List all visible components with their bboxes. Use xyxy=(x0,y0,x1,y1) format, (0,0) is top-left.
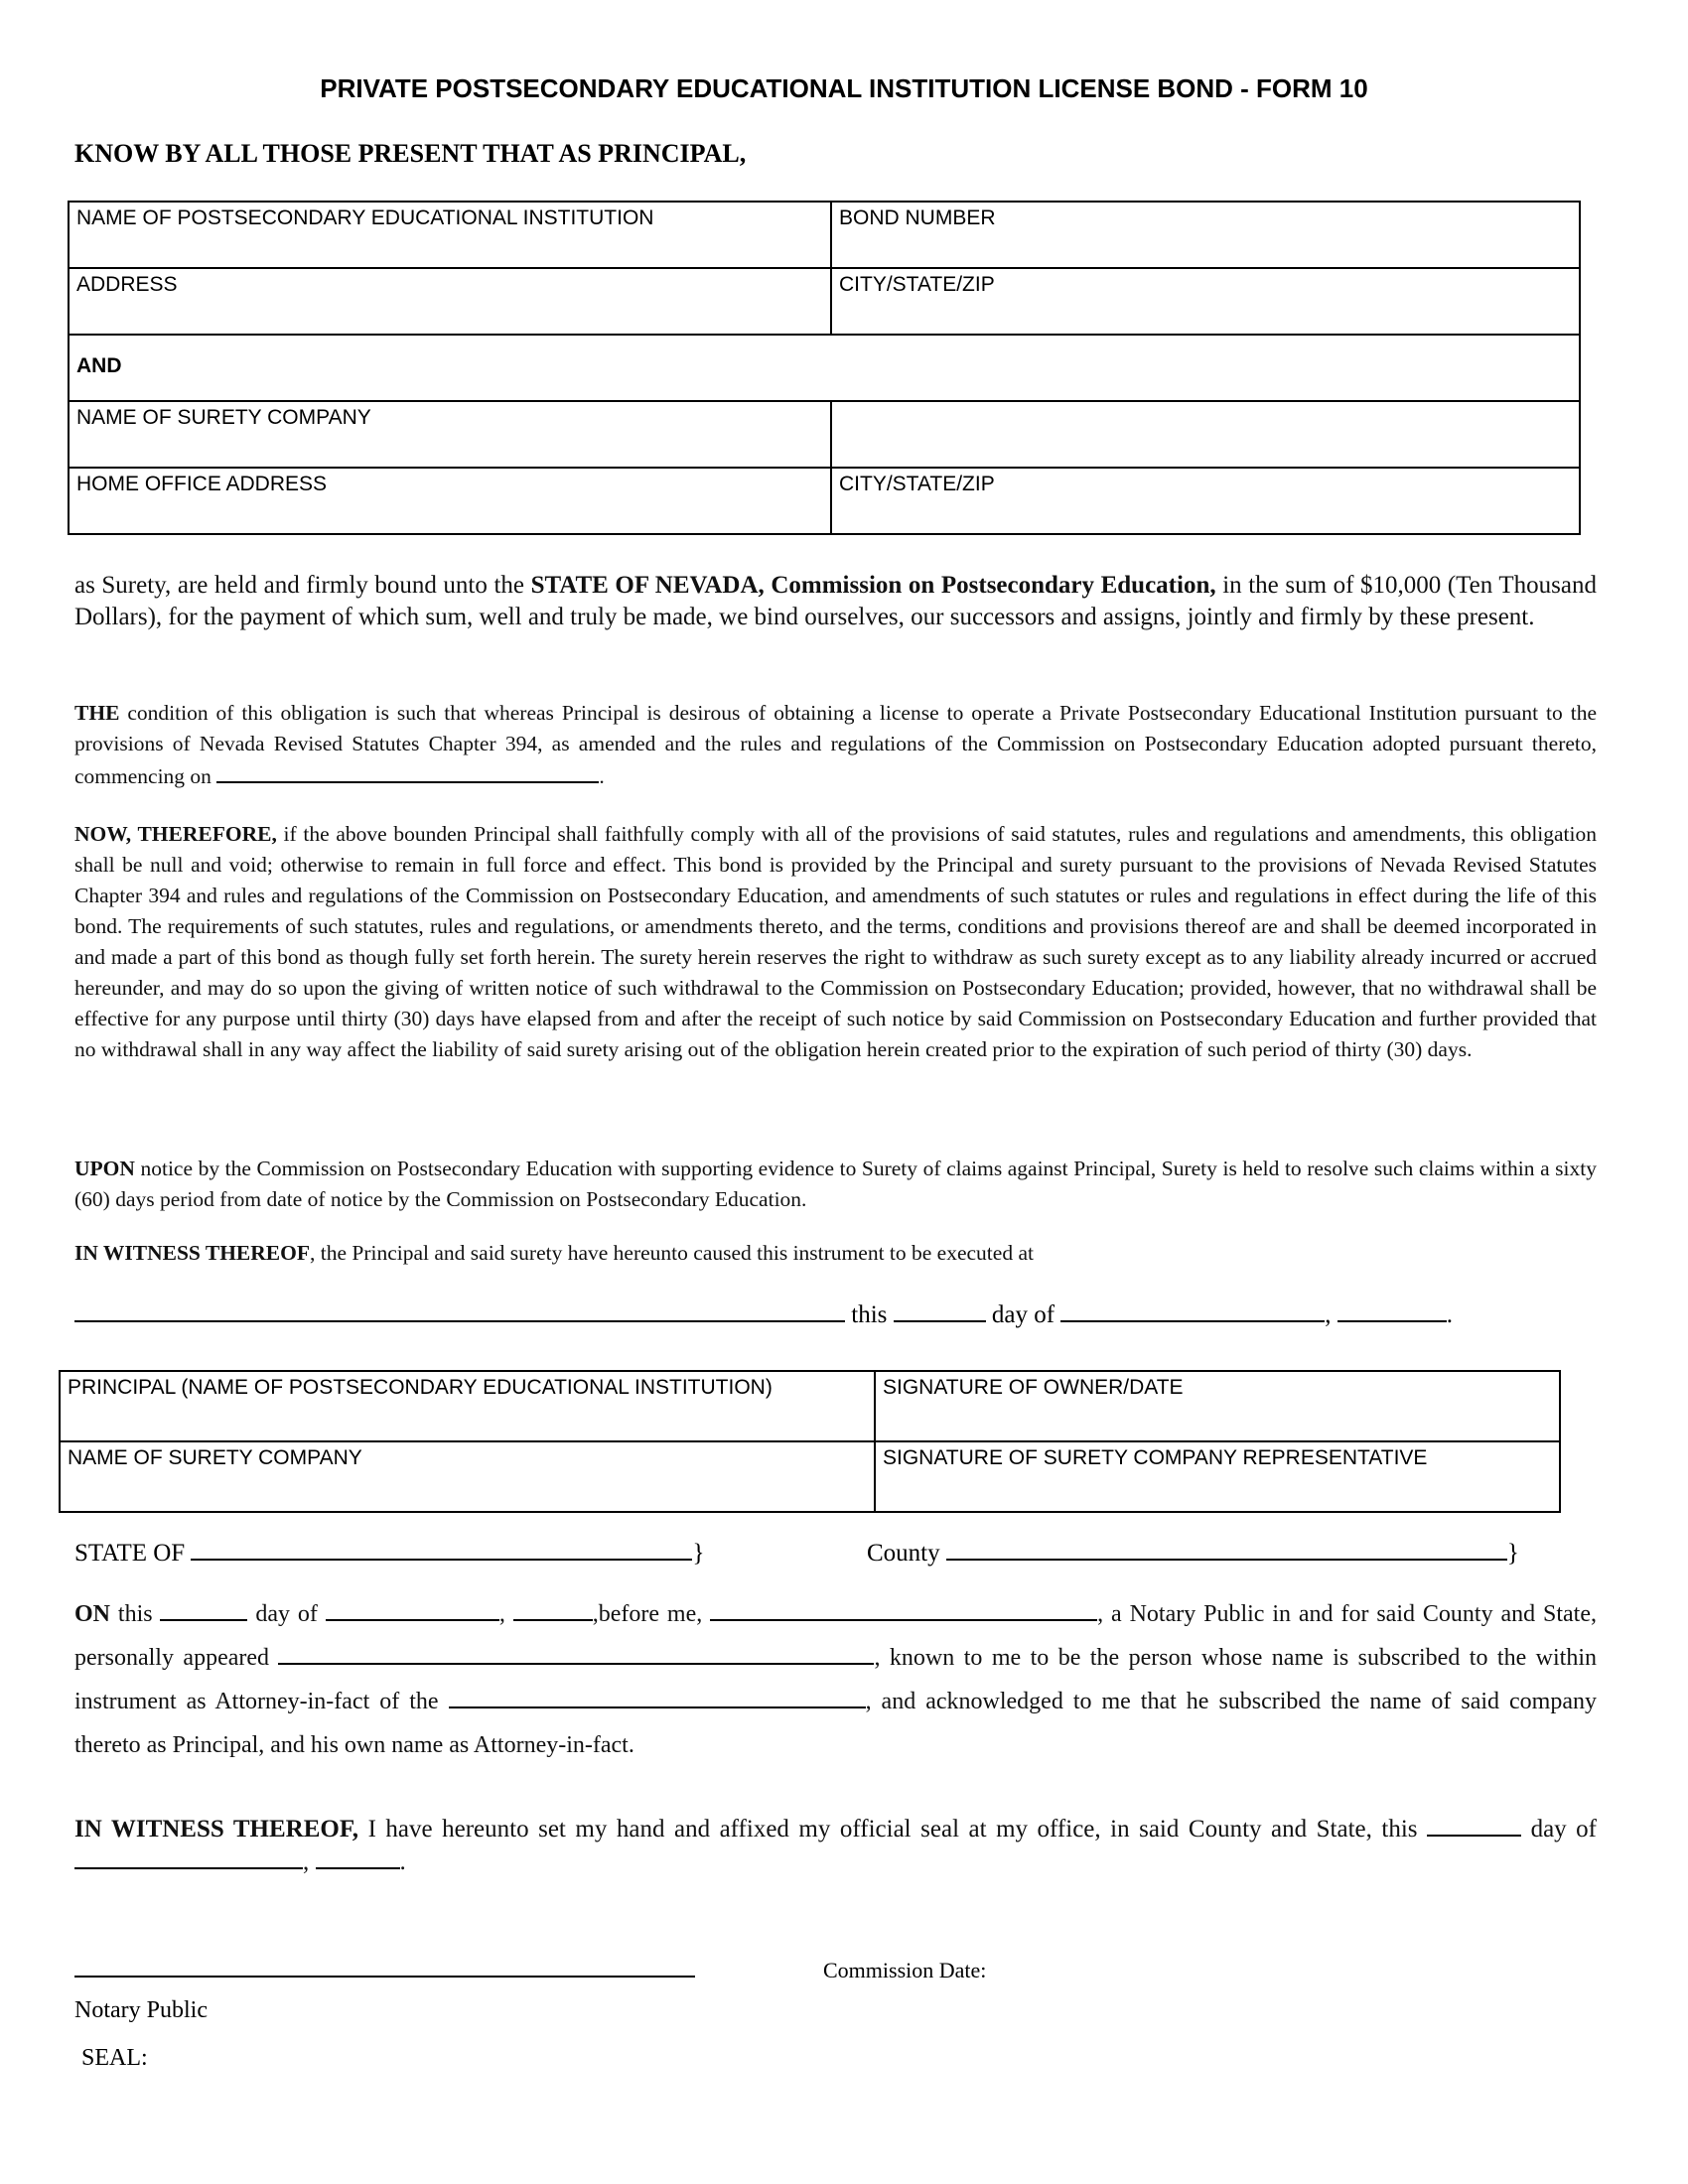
surety-text-1: as Surety, are held and firmly bound unto the xyxy=(74,572,531,599)
surety-extra-field[interactable] xyxy=(831,401,1580,468)
seal-label: SEAL: xyxy=(81,2045,148,2071)
home-office-address-field[interactable] xyxy=(69,468,831,534)
appeared-person-blank[interactable] xyxy=(278,1641,874,1665)
notary-public-for-text: , a Notary Public in and for said County and State, personally appeared xyxy=(74,1601,1597,1671)
principal-heading: KNOW BY ALL THOSE PRESENT THAT AS PRINCIPAL, xyxy=(74,139,747,168)
and-row xyxy=(69,335,1580,401)
notary-name-blank[interactable] xyxy=(710,1597,1097,1621)
bond-number-label: BOND NUMBER xyxy=(839,206,996,229)
notary-before-me-label: ,before me, xyxy=(592,1601,711,1627)
upon-text: notice by the Commission on Postsecondary Education with supporting evidence to Surety of claims against Principal, Surety is held to resolve such claims within a sixty (60) days period from date of notice by the Commission on Postsecondary Education. xyxy=(74,1157,1597,1211)
surety-signature-label: SIGNATURE OF SURETY COMPANY REPRESENTATIVE xyxy=(883,1446,1428,1469)
execution-month-blank[interactable] xyxy=(1060,1298,1325,1322)
bond-number-field[interactable] xyxy=(831,202,1580,268)
home-office-address-label: HOME OFFICE ADDRESS xyxy=(76,473,328,495)
owner-signature-label: SIGNATURE OF OWNER/DATE xyxy=(883,1376,1184,1399)
seal-lead: IN WITNESS THEREOF, xyxy=(74,1816,359,1843)
principal-name-label: PRINCIPAL (NAME OF POSTSECONDARY EDUCATIONAL INSTITUTION) xyxy=(68,1376,773,1399)
county-line xyxy=(867,1537,1519,1568)
execution-place-blank[interactable] xyxy=(74,1298,845,1322)
notary-day-of-label: day of xyxy=(247,1601,326,1627)
surety-paragraph xyxy=(74,570,1597,633)
signature-surety-name-label: NAME OF SURETY COMPANY xyxy=(68,1446,362,1469)
city-state-zip-field[interactable] xyxy=(831,268,1580,335)
seal-year-blank[interactable] xyxy=(316,1845,400,1869)
witness-paragraph xyxy=(74,1238,1597,1269)
county-blank[interactable] xyxy=(946,1537,1507,1561)
address-label: ADDRESS xyxy=(76,273,178,296)
home-city-state-zip-label: CITY/STATE/ZIP xyxy=(839,473,995,495)
state-of-label: STATE OF xyxy=(74,1540,186,1567)
seal-paragraph: IN WITNESS THEREOF, I have hereunto set my hand and affixed my official seal at my office, in said County and State, this day of , . xyxy=(74,1813,1597,1878)
notary-year-blank[interactable] xyxy=(513,1597,593,1621)
condition-lead: THE xyxy=(74,701,120,725)
upon-paragraph xyxy=(74,1154,1597,1215)
form-title: PRIVATE POSTSECONDARY EDUCATIONAL INSTITUTION LICENSE BOND - FORM 10 xyxy=(320,73,1368,103)
upon-lead: UPON xyxy=(74,1157,135,1180)
commission-date-label: Commission Date: xyxy=(823,1958,987,1982)
signature-surety-name-field[interactable] xyxy=(60,1441,875,1512)
acknowledged-text: , and acknowledged to me that he subscribed the name of said company thereto as Principal, and his own name as Attorney-in-fact. xyxy=(74,1689,1597,1758)
surety-signature-field[interactable] xyxy=(875,1441,1560,1512)
witness-text: , the Principal and said surety have hereunto caused this instrument to be executed at xyxy=(309,1241,1034,1265)
institution-name-field[interactable] xyxy=(69,202,831,268)
address-field[interactable] xyxy=(69,268,831,335)
surety-text-bold: STATE OF NEVADA, Commission on Postsecondary Education, xyxy=(530,572,1216,599)
seal-text: I have hereunto set my hand and affixed my official seal at my office, in said County and State, this xyxy=(358,1816,1428,1843)
county-label: County xyxy=(867,1540,940,1567)
signature-table xyxy=(59,1370,1561,1513)
home-city-state-zip-field[interactable] xyxy=(831,468,1580,534)
execution-line: this day of , . xyxy=(74,1298,1453,1329)
now-therefore-paragraph xyxy=(74,819,1597,1065)
state-blank[interactable] xyxy=(191,1537,692,1561)
notary-paragraph: ON this day of , ,before me, , a Notary Public in and for said County and State, personally appeared , known to me to be the person whose name is subscribed to the within instrument as Attorney-in-fact of the , and acknowledged to me that he subscribed the name of said company thereto as Principal, and his own name as Attorney-in-fact. xyxy=(74,1592,1597,1767)
notary-lead: ON xyxy=(74,1601,110,1627)
execution-year-blank[interactable] xyxy=(1337,1298,1447,1322)
notary-this-label: this xyxy=(110,1601,161,1627)
surety-company-field[interactable] xyxy=(69,401,831,468)
county-brace: } xyxy=(1506,1540,1519,1567)
principal-surety-table xyxy=(68,201,1581,535)
surety-company-label: NAME OF SURETY COMPANY xyxy=(76,406,371,429)
seal-day-of-label: day of xyxy=(1521,1816,1598,1843)
now-therefore-text: if the above bounden Principal shall faithfully comply with all of the provisions of said statutes, rules and regulations and amendments, this obligation shall be null and void; otherwise to remain in full force and effect. This bond is provided by the Principal and surety pursuant to the provisions of Nevada Revised Statutes Chapter 394 and rules and regulations of the Commission on Postsecondary Education, and amendments of such statutes or rules and regulations in effect during the life of this bond. The requirements of such statutes, rules and regulations, or amendments thereto, and the terms, conditions and provisions thereof are and shall be deemed incorporated in and made a part of this bond as though fully set forth herein. The surety herein reserves the right to withdraw as such surety except as to any liability already incurred or accrued hereunder, and may do so upon the giving of written notice of such withdrawal to the Commission on Postsecondary Education; provided, however, that no withdrawal shall be effective for any purpose until thirty (30) days have elapsed from and after the receipt of such notice by said Commission on Postsecondary Education and further provided that no withdrawal shall in any way affect the liability of said surety arising out of the obligation herein created prior to the expiration of such period of thirty (30) days. xyxy=(74,822,1597,1061)
attorney-company-blank[interactable] xyxy=(449,1685,866,1708)
seal-day-blank[interactable] xyxy=(1427,1813,1521,1837)
institution-name-label: NAME OF POSTSECONDARY EDUCATIONAL INSTITUTION xyxy=(76,206,654,229)
city-state-zip-label: CITY/STATE/ZIP xyxy=(839,273,995,296)
principal-name-field[interactable] xyxy=(60,1371,875,1441)
notary-signature-line[interactable] xyxy=(74,1976,695,1978)
state-of-line xyxy=(74,1537,704,1568)
execution-day-blank[interactable] xyxy=(894,1298,986,1322)
now-therefore-lead: NOW, THEREFORE, xyxy=(74,822,277,846)
known-to-me-text: , known to me to be the person whose name is subscribed to the within instrument as Attorney-in-fact of the xyxy=(74,1645,1598,1714)
witness-lead: IN WITNESS THEREOF xyxy=(74,1241,310,1265)
seal-month-blank[interactable] xyxy=(74,1845,303,1869)
execution-this-label: this xyxy=(851,1301,888,1328)
commencing-date-blank[interactable] xyxy=(216,759,599,783)
notary-public-label: Notary Public xyxy=(74,1997,208,2023)
notary-day-blank[interactable] xyxy=(160,1597,247,1621)
state-brace: } xyxy=(692,1540,705,1567)
and-label: AND xyxy=(76,354,122,377)
notary-month-blank[interactable] xyxy=(326,1597,499,1621)
execution-day-of-label: day of xyxy=(991,1301,1055,1328)
surety-text-2: in the sum of $10,000 (Ten Thousand Dollars), for the payment of which sum, well and truly be made, we bind ourselves, our successors and assigns, jointly and firmly by these present. xyxy=(74,572,1597,630)
owner-signature-field[interactable] xyxy=(875,1371,1560,1441)
condition-paragraph: THE condition of this obligation is such that whereas Principal is desirous of obtaining a license to operate a Private Postsecondary Educational Institution pursuant to the provisions of Nevada Revised Statutes Chapter 394, as amended and the rules and regulations of the Commission on Postsecondary Education adopted pursuant thereto, commencing on . xyxy=(74,701,1597,788)
condition-text: condition of this obligation is such that whereas Principal is desirous of obtaining a license to operate a Private Postsecondary Educational Institution pursuant to the provisions of Nevada Revised Statutes Chapter 394, as amended and the rules and regulations of the Commission on Postsecondary Education adopted pursuant thereto, commencing on xyxy=(74,701,1597,788)
